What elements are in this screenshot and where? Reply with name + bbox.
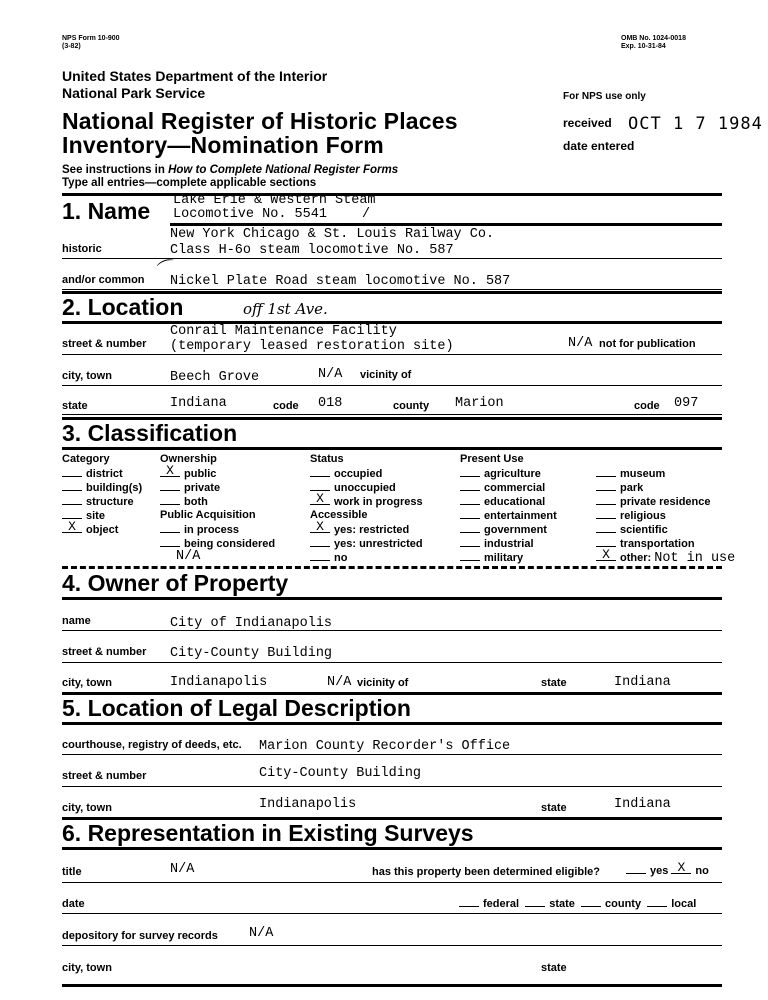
checkbox-blank[interactable]: [596, 523, 616, 533]
legal-state-value: Indiana: [614, 797, 671, 812]
section-rule: [62, 597, 722, 600]
checkbox-row: both: [160, 495, 220, 509]
legal-city-label: city, town: [62, 802, 112, 814]
section-rule: [62, 984, 722, 987]
street-line-2: (temporary leased restoration site): [170, 339, 454, 354]
checkbox-blank[interactable]: [460, 481, 480, 491]
owner-street-value: City-County Building: [170, 646, 333, 661]
checkbox-row: X work in progress: [310, 495, 423, 509]
checkbox-blank[interactable]: [62, 481, 82, 491]
field-rule: [62, 945, 722, 946]
checkbox-blank[interactable]: [160, 481, 180, 491]
section-3-title: 3. Classification: [62, 420, 238, 446]
checkbox-row: religious: [596, 509, 735, 523]
state-label: state: [62, 400, 88, 412]
courthouse-value: Marion County Recorder's Office: [259, 739, 511, 754]
eligible-question: has this property been determined eligible?: [372, 866, 600, 878]
acquisition-na: N/A: [176, 549, 201, 564]
checkbox-blank[interactable]: [459, 897, 479, 907]
code2-label: code: [634, 400, 660, 412]
section-2-title: 2. Location: [62, 294, 184, 320]
checkbox-blank[interactable]: [460, 523, 480, 533]
field-rule: [62, 630, 722, 631]
county-value: Marion: [455, 396, 504, 411]
field-rule: [62, 662, 722, 663]
status-heading: Status: [310, 453, 344, 465]
field-rule: [62, 754, 722, 755]
section-rule: [62, 566, 722, 569]
checkbox-blank[interactable]: [596, 467, 616, 477]
checkbox-blank[interactable]: [460, 551, 480, 561]
vicinity-label: vicinity of: [360, 369, 412, 381]
checkbox-blank[interactable]: [62, 467, 82, 477]
category-list: [62, 467, 142, 537]
legal-state-label: state: [541, 802, 567, 814]
section-rule: [170, 223, 722, 226]
checkbox-row: private residence: [596, 495, 735, 509]
owner-state-value: Indiana: [614, 675, 671, 690]
checkbox-blank[interactable]: X: [671, 864, 691, 874]
checkbox-row: park: [596, 481, 735, 495]
field-rule: [62, 913, 722, 914]
field-rule: [62, 882, 722, 883]
field-rule: [62, 385, 722, 386]
checkbox-blank[interactable]: [596, 495, 616, 505]
city-label: city, town: [62, 370, 112, 382]
form-title-1: National Register of Historic Places: [62, 108, 458, 134]
checkbox-row: structure: [62, 495, 142, 509]
checkbox-row: museum: [596, 467, 735, 481]
checkbox-blank[interactable]: [525, 897, 545, 907]
checkbox-blank[interactable]: [160, 495, 180, 505]
checkbox-blank[interactable]: [596, 537, 616, 547]
accessible-list: [310, 519, 423, 565]
checkbox-row: entertainment: [460, 509, 557, 523]
owner-name-label: name: [62, 615, 91, 627]
section-6-title: 6. Representation in Existing Surveys: [62, 820, 474, 846]
checkbox-blank[interactable]: [581, 897, 601, 907]
owner-name-value: City of Indianapolis: [170, 616, 333, 631]
survey-title-value: N/A: [170, 862, 195, 877]
name-line-1: Lake Erie & Western Steam: [173, 193, 376, 208]
common-value: Nickel Plate Road steam locomotive No. 587: [170, 274, 511, 289]
checkbox-blank[interactable]: [62, 509, 82, 519]
owner-vicinity-value: N/A: [327, 675, 352, 690]
county-label: county: [393, 400, 430, 412]
field-rule: [62, 289, 722, 290]
checkbox-row: transportation: [596, 537, 735, 551]
checkbox-blank[interactable]: X: [62, 523, 82, 533]
other-value: Not in use: [654, 551, 736, 566]
courthouse-label: courthouse, registry of deeds, etc.: [62, 739, 242, 751]
form-revision: (3-82): [62, 43, 81, 50]
checkbox-row: industrial: [460, 537, 557, 551]
checkbox-row: building(s): [62, 481, 142, 495]
checkbox-blank[interactable]: [596, 481, 616, 491]
depository-label: depository for survey records: [62, 930, 218, 942]
checkbox-row: X public: [160, 467, 220, 481]
name-slash-mark: /: [362, 207, 371, 222]
present-use-list-2: [596, 467, 735, 566]
section-1-title: 1. Name: [62, 198, 151, 224]
ownership-heading: Ownership: [160, 453, 217, 465]
legal-street-value: City-County Building: [259, 766, 422, 781]
checkbox-blank[interactable]: [310, 537, 330, 547]
checkbox-blank[interactable]: [62, 495, 82, 505]
received-stamp: OCT 1 7 1984: [628, 114, 763, 134]
checkbox-blank[interactable]: [160, 537, 180, 547]
owner-vicinity-label: vicinity of: [357, 677, 409, 689]
checkbox-row: scientific: [596, 523, 735, 537]
checkbox-blank[interactable]: [310, 467, 330, 477]
checkbox-blank[interactable]: [310, 481, 330, 491]
checkbox-row: X other: Not in use: [596, 551, 735, 566]
checkbox-blank[interactable]: X: [310, 523, 330, 533]
legal-city-value: Indianapolis: [259, 797, 357, 812]
nps-use-label: For NPS use only: [563, 91, 646, 102]
checkbox-blank[interactable]: [160, 523, 180, 533]
section-rule: [62, 193, 722, 196]
code-label: code: [273, 400, 299, 412]
section-rule: [62, 722, 722, 725]
present-use-heading: Present Use: [460, 453, 524, 465]
checkbox-row: X object: [62, 523, 142, 537]
depository-value: N/A: [249, 926, 274, 941]
owner-state-label: state: [541, 677, 567, 689]
form-number: NPS Form 10-900: [62, 35, 120, 42]
checkbox-row: being considered: [160, 537, 275, 551]
nfp-value: N/A: [568, 336, 593, 351]
nfp-label: not for publication: [599, 338, 696, 350]
checkbox-row: site: [62, 509, 142, 523]
historic-line-2: Class H-6o steam locomotive No. 587: [170, 243, 454, 258]
street-line-1: Conrail Maintenance Facility: [170, 324, 397, 339]
acquisition-list: [160, 523, 275, 551]
date-entered-label: date entered: [563, 139, 635, 153]
state-value: Indiana: [170, 396, 227, 411]
historic-line-1: New York Chicago & St. Louis Railway Co.: [170, 227, 495, 242]
department: United States Department of the Interior: [62, 68, 328, 84]
city-value: Beech Grove: [170, 370, 260, 385]
owner-city-value: Indianapolis: [170, 675, 268, 690]
checkbox-row: X yes: restricted: [310, 523, 423, 537]
code2-value: 097: [674, 396, 699, 411]
checkbox-row: private: [160, 481, 220, 495]
received-label: received: [563, 116, 612, 130]
checkbox-row: district: [62, 467, 142, 481]
eligible-options: yes X no: [626, 864, 709, 878]
survey-date-label: date: [62, 898, 85, 910]
checkbox-row: educational: [460, 495, 557, 509]
checkbox-blank[interactable]: [626, 864, 646, 874]
checkbox-row: yes: unrestricted: [310, 537, 423, 551]
checkbox-row: government: [460, 523, 557, 537]
survey-level-options: federal state county local: [459, 897, 696, 911]
field-rule: [62, 354, 722, 355]
survey-title-label: title: [62, 866, 82, 878]
checkbox-blank[interactable]: X: [596, 551, 616, 561]
checkbox-row: in process: [160, 523, 275, 537]
instructions-line-1: See instructions in How to Complete National Register Forms: [62, 164, 399, 176]
service: National Park Service: [62, 85, 206, 101]
name-line-2: Locomotive No. 5541: [173, 207, 327, 222]
present-use-list: [460, 467, 557, 565]
checkbox-row: commercial: [460, 481, 557, 495]
status-list: [310, 467, 423, 509]
owner-city-label: city, town: [62, 677, 112, 689]
section-rule: [62, 447, 722, 450]
owner-street-label: street & number: [62, 646, 147, 658]
checkbox-blank[interactable]: X: [160, 467, 180, 477]
ownership-list: [160, 463, 221, 509]
survey-state-label: state: [541, 962, 567, 974]
vicinity-value: N/A: [318, 367, 343, 382]
checkbox-row: no: [310, 551, 423, 565]
checkbox-blank[interactable]: [460, 537, 480, 547]
instructions-line-2: Type all entries—complete applicable sections: [62, 177, 317, 189]
legal-street-label: street & number: [62, 770, 147, 782]
expiration: Exp. 10-31-84: [621, 43, 666, 50]
checkbox-blank[interactable]: [310, 551, 330, 561]
accessible-heading: Accessible: [310, 509, 368, 521]
checkbox-row: unoccupied: [310, 481, 423, 495]
section-rule: [62, 847, 722, 850]
common-label: and/or common: [62, 274, 145, 286]
checkbox-blank[interactable]: [460, 467, 480, 477]
code-value: 018: [318, 396, 343, 411]
survey-city-label: city, town: [62, 962, 112, 974]
checkbox-blank[interactable]: [460, 509, 480, 519]
acquisition-heading: Public Acquisition: [160, 509, 256, 521]
section-4-title: 4. Owner of Property: [62, 570, 289, 596]
checkbox-row: agriculture: [460, 467, 557, 481]
category-heading: Category: [62, 453, 110, 465]
handwritten-note: off 1st Ave.: [243, 300, 328, 318]
field-rule: [62, 786, 722, 787]
section-5-title: 5. Location of Legal Description: [62, 695, 411, 721]
checkbox-blank[interactable]: [647, 897, 667, 907]
handwritten-tick: ⌒: [155, 256, 180, 282]
historic-label: historic: [62, 243, 102, 255]
omb-number: OMB No. 1024-0018: [621, 35, 686, 42]
checkbox-blank[interactable]: [460, 495, 480, 505]
checkbox-blank[interactable]: [596, 509, 616, 519]
checkbox-row: military: [460, 551, 557, 565]
street-label: street & number: [62, 338, 147, 350]
field-rule: [62, 414, 722, 415]
checkbox-blank[interactable]: X: [310, 495, 330, 505]
checkbox-row: occupied: [310, 467, 423, 481]
form-title-2: Inventory—Nomination Form: [62, 132, 384, 158]
